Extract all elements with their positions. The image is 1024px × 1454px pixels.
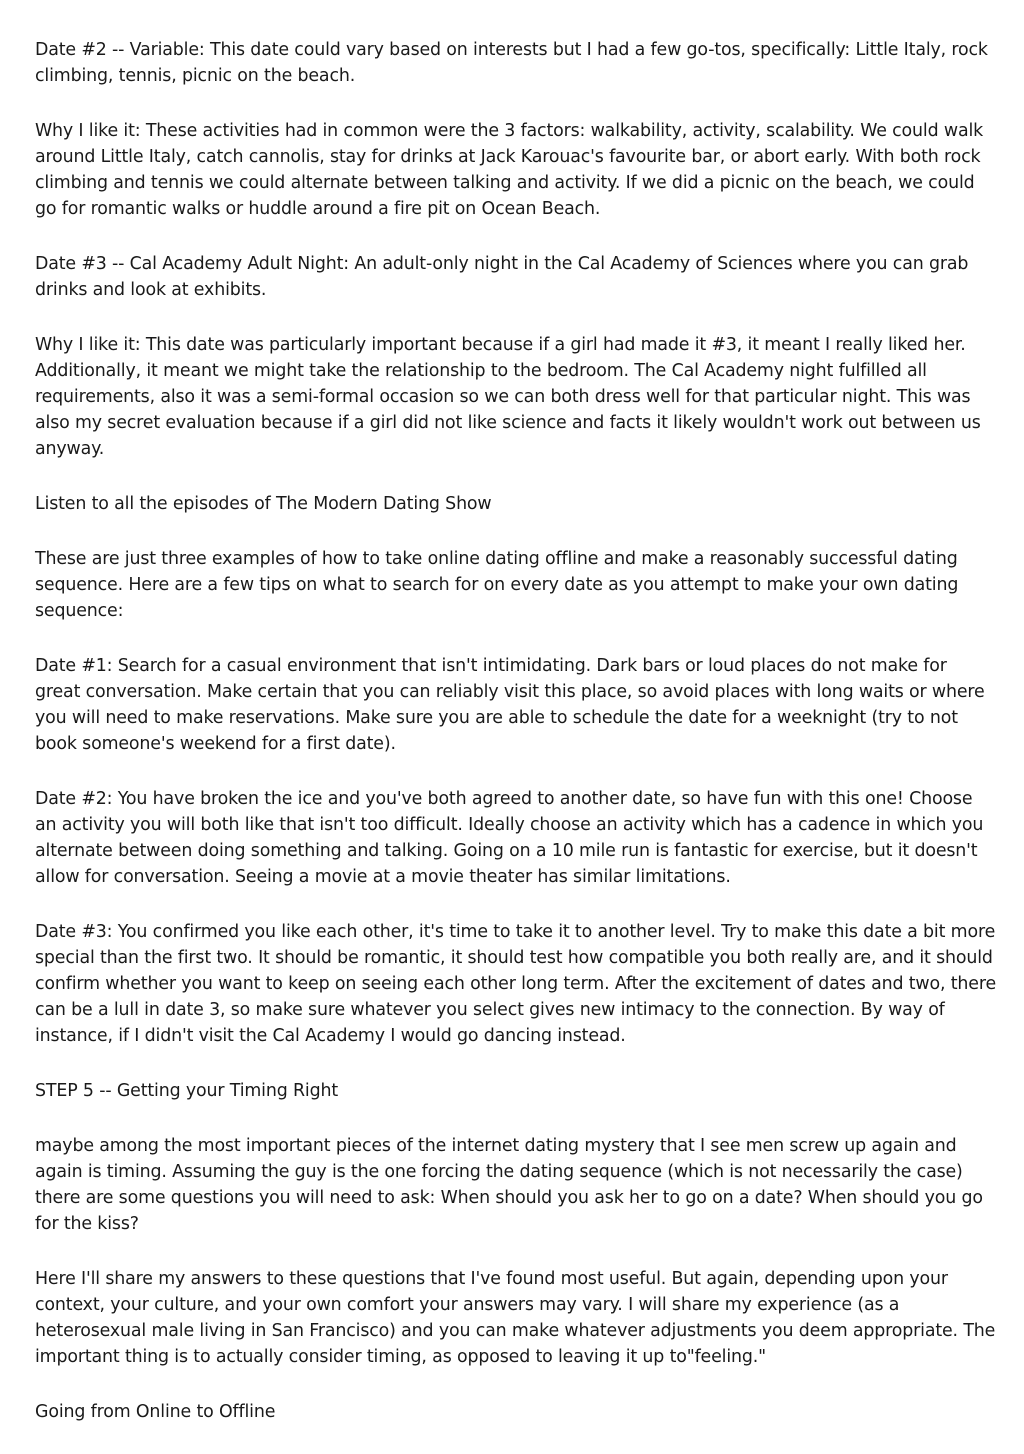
paragraph-listen-episodes: Listen to all the episodes of The Modern Dating Show (35, 494, 492, 514)
section-heading-online-offline: Going from Online to Offline (35, 1402, 276, 1422)
paragraph-date3-cal-academy: Date #3 -- Cal Academy Adult Night: An adult-only night in the Cal Academy of Sciences where you can grab drinks and look at exhibits. (35, 254, 969, 300)
paragraph-tip-date3: Date #3: You confirmed you like each other, it's time to take it to another level. Try to make this date a bit more special than the first two. It should be romantic, it should test how compatible you both really are, and it should confirm whether you want to keep on seeing each other long term. After the excitement of dates and two, there can be a lull in date 3, so make sure whatever you select gives new intimacy to the connection. By way of instance, if I didn't visit the Cal Academy I would go dancing instead. (35, 922, 996, 1046)
paragraph-tip-date2: Date #2: You have broken the ice and you've both agreed to another date, so have fun with this one! Choose an activity you will both like that isn't too difficult. Ideally choose an activity which has a cadence in which you alternate between doing something and talking. Going on a 10 mile run is fantastic for exercise, but it doesn't allow for conversation. Seeing a movie at a movie theater has similar limitations. (35, 789, 984, 887)
section-heading-step5: STEP 5 -- Getting your Timing Right (35, 1081, 339, 1101)
paragraph-why-date3: Why I like it: This date was particularly important because if a girl had made it #3, it meant I really liked her. Additionally, it meant we might take the relationship to the bedroom. The Cal Academy night fulfilled all requirements, also it was a semi-formal occasion so we can both dress well for that particular night. This was also my secret evaluation because if a girl did not like science and facts it likely wouldn't work out between us anyway. (35, 335, 981, 459)
paragraph-tip-date1: Date #1: Search for a casual environment that isn't intimidating. Dark bars or loud places do not make for great conversation. Make certain that you can reliably visit this place, so avoid places with long waits or where you will need to make reservations. Make sure you are able to schedule the date for a weeknight (try to not book someone's weekend for a first date). (35, 656, 985, 754)
paragraph-three-examples: These are just three examples of how to take online dating offline and make a reasonably successful dating sequence. Here are a few tips on what to search for on every date as you attempt to make your own dating sequence: (35, 549, 959, 621)
paragraph-why-date2: Why I like it: These activities had in common were the 3 factors: walkability, activity, scalability. We could walk around Little Italy, catch cannolis, stay for drinks at Jack Karouac's favourite bar, or abort early. With both rock climbing and tennis we could alternate between talking and activity. If we did a picnic on the beach, we could go for romantic walks or huddle around a fire pit on Ocean Beach. (35, 121, 984, 219)
paragraph-share-answers: Here I'll share my answers to these questions that I've found most useful. But again, depending upon your context, your culture, and your own comfort your answers may vary. I will share my experience (as a heterosexual male living in San Francisco) and you can make whatever adjustments you deem appropriate. The important thing is to actually consider timing, as opposed to leaving it up to"feeling." (35, 1269, 996, 1367)
paragraph-timing: maybe among the most important pieces of the internet dating mystery that I see men screw up again and again is timing. Assuming the guy is the one forcing the dating sequence (which is not necessarily the case) there are some questions you will need to ask: When should you ask her to go on a date? When should you go for the kiss? (35, 1136, 983, 1234)
paragraph-date2-variable: Date #2 -- Variable: This date could vary based on interests but I had a few go-tos, specifically: Little Italy, rock climbing, tennis, picnic on the beach. (35, 40, 988, 86)
document-body (35, 37, 997, 1454)
